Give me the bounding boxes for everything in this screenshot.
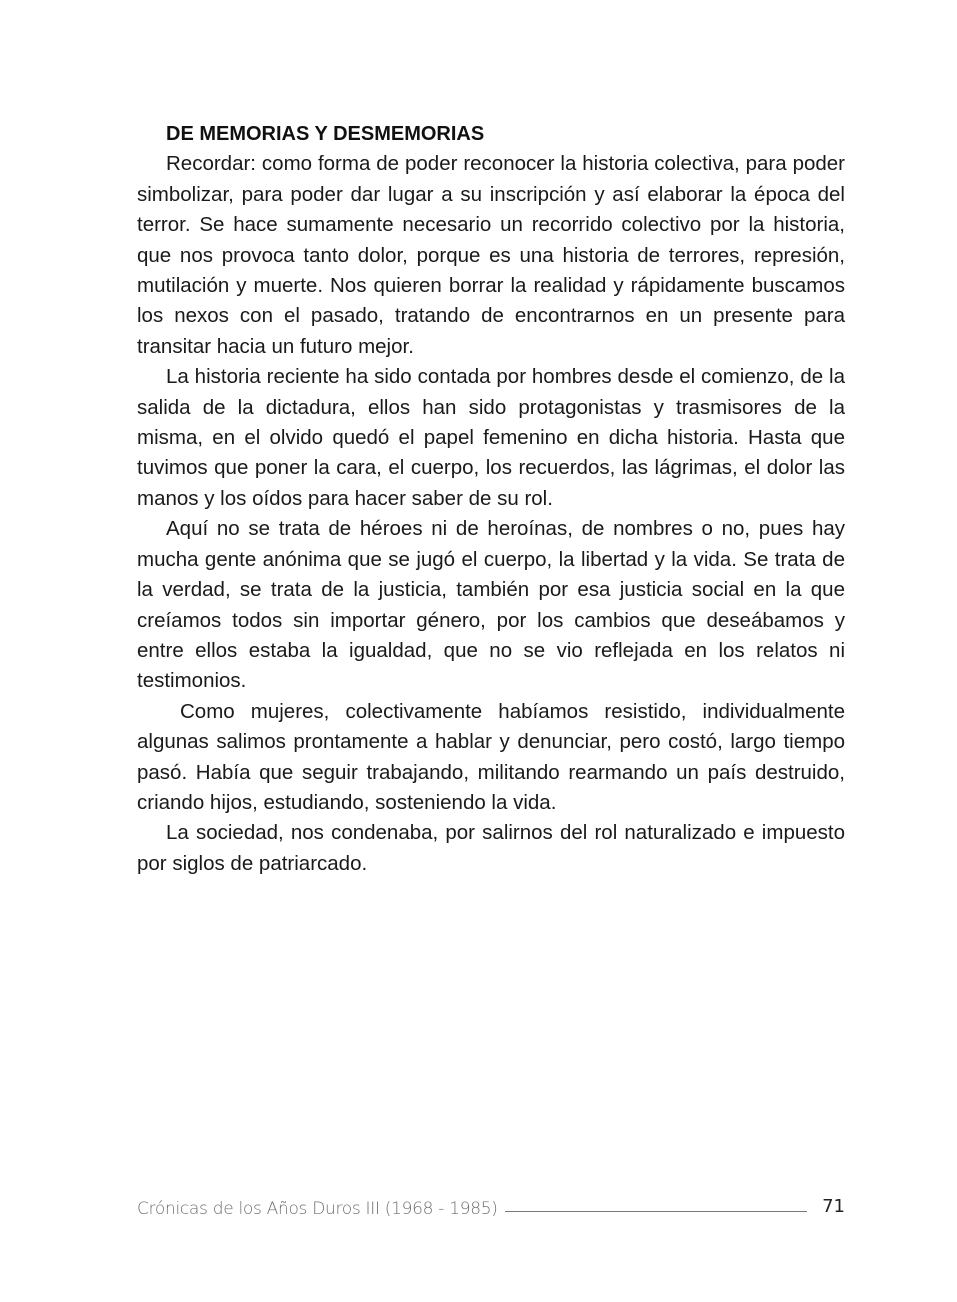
footer-divider <box>505 1211 807 1212</box>
section-heading: DE MEMORIAS Y DESMEMORIAS <box>166 123 485 145</box>
paragraph-4: Como mujeres, colectivamente habíamos resistido, individualmente algunas salimos prontamente a hablar y denunciar, pero costó, largo tiempo pasó. Había que seguir trabajando, militando rearmando un país destruido, criando hijos, estudiando, sosteniendo la vida. <box>137 699 845 814</box>
paragraph-2: La historia reciente ha sido contada por hombres desde el comienzo, de la salida de la dictadura, ellos han sido protagonistas y trasmisores de la misma, en el olvido quedó el papel femenino en dicha historia. Hasta que tuvimos que poner la cara, el cuerpo, los recuerdos, las lágrimas, el dolor las manos y los oídos para hacer saber de su rol. <box>137 365 845 510</box>
footer-book-title: Crónicas de los Años Duros III (1968 - 1985) <box>137 1199 498 1219</box>
page-footer <box>137 1196 845 1226</box>
paragraph-3: Aquí no se trata de héroes ni de heroínas, de nombres o no, pues hay mucha gente anónima que se jugó el cuerpo, la libertad y la vida. Se trata de la verdad, se trata de la justicia, también por esa justicia social en la que creíamos todos sin importar género, por los cambios que deseábamos y entre ellos estaba la igualdad, que no se vio reflejada en los relatos ni testimonios. <box>137 517 845 693</box>
paragraph-5: La sociedad, nos condenaba, por salirnos del rol naturalizado e impuesto por siglos de patriarcado. <box>137 821 845 875</box>
paragraph-1: Recordar: como forma de poder reconocer la historia colectiva, para poder simbolizar, para poder dar lugar a su inscripción y así elaborar la época del terror. Se hace sumamente necesario un recorrido colectivo por la historia, que nos provoca tanto dolor, porque es una historia de terrores, represión, mutilación y muerte. Nos quieren borrar la realidad y rápidamente buscamos los nexos con el pasado, tratando de encontrarnos en un presente para transitar hacia un futuro mejor. <box>137 152 845 358</box>
page-body <box>137 119 845 879</box>
page-number: 71 <box>822 1196 845 1217</box>
